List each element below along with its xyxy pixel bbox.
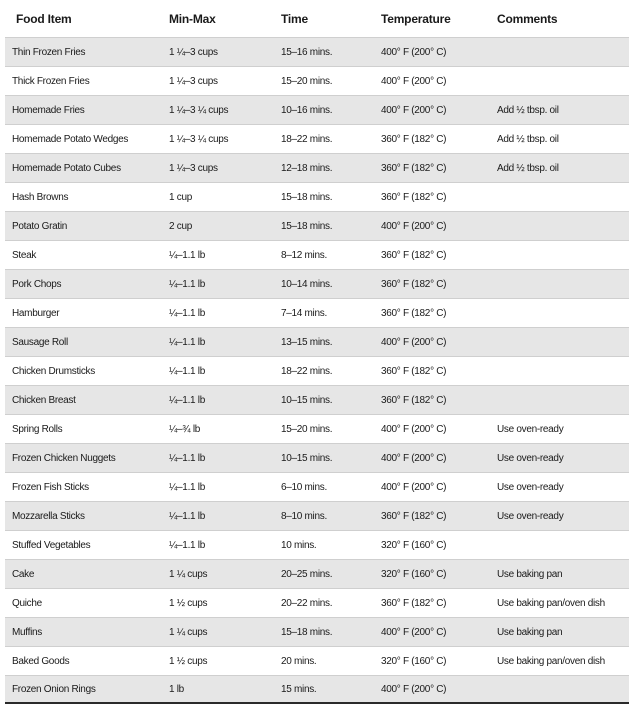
cell-temperature: 360° F (182° C)	[381, 278, 447, 290]
cell-time: 6–10 mins.	[281, 481, 327, 493]
cell-food-item: Frozen Chicken Nuggets	[12, 452, 116, 464]
cell-time: 10–15 mins.	[281, 452, 333, 464]
cell-min-max: 1 ¼ cups	[169, 626, 208, 638]
cell-min-max: ¼–1.1 lb	[169, 452, 205, 464]
cell-temperature: 400° F (200° C)	[381, 423, 447, 435]
table-row	[5, 153, 629, 182]
cell-comments: Use baking pan	[497, 626, 563, 638]
cell-food-item: Frozen Onion Rings	[12, 683, 96, 695]
cell-temperature: 320° F (160° C)	[381, 539, 447, 551]
cell-temperature: 400° F (200° C)	[381, 220, 447, 232]
cell-min-max: ¼–1.1 lb	[169, 249, 205, 261]
cell-min-max: 1 ½ cups	[169, 597, 208, 609]
cooking-table	[5, 0, 629, 704]
cell-food-item: Cake	[12, 568, 35, 580]
cell-time: 15 mins.	[281, 683, 317, 695]
cell-food-item: Hash Browns	[12, 191, 69, 203]
cell-comments: Use oven-ready	[497, 452, 564, 464]
header-min-max: Min-Max	[169, 11, 216, 26]
cell-comments: Use baking pan/oven dish	[497, 597, 605, 609]
cell-min-max: 1 cup	[169, 191, 192, 203]
cell-time: 15–16 mins.	[281, 46, 333, 58]
cell-time: 20 mins.	[281, 655, 317, 667]
cell-time: 15–18 mins.	[281, 220, 333, 232]
table-row	[5, 443, 629, 472]
cell-food-item: Homemade Fries	[12, 104, 85, 116]
cell-food-item: Thin Frozen Fries	[12, 46, 86, 58]
cell-min-max: ¼–1.1 lb	[169, 307, 205, 319]
cell-temperature: 360° F (182° C)	[381, 597, 447, 609]
cell-time: 20–25 mins.	[281, 568, 333, 580]
cell-food-item: Homemade Potato Cubes	[12, 162, 121, 174]
cell-time: 15–20 mins.	[281, 423, 333, 435]
cell-temperature: 400° F (200° C)	[381, 104, 447, 116]
cell-min-max: ¼–1.1 lb	[169, 278, 205, 290]
table-row	[5, 327, 629, 356]
cell-min-max: 1 ¼–3 ¼ cups	[169, 133, 229, 145]
cell-time: 18–22 mins.	[281, 365, 333, 377]
table-row	[5, 298, 629, 327]
cell-time: 7–14 mins.	[281, 307, 327, 319]
cell-food-item: Stuffed Vegetables	[12, 539, 91, 551]
cell-min-max: ¼–1.1 lb	[169, 365, 205, 377]
cell-comments: Use baking pan/oven dish	[497, 655, 605, 667]
table-row	[5, 617, 629, 646]
cell-temperature: 400° F (200° C)	[381, 452, 447, 464]
cell-temperature: 320° F (160° C)	[381, 568, 447, 580]
cell-min-max: ¼–¾ lb	[169, 423, 201, 435]
cell-food-item: Hamburger	[12, 307, 60, 319]
table-row	[5, 356, 629, 385]
table-row	[5, 385, 629, 414]
table-row	[5, 588, 629, 617]
cell-temperature: 400° F (200° C)	[381, 481, 447, 493]
cell-temperature: 400° F (200° C)	[381, 46, 447, 58]
cell-comments: Use oven-ready	[497, 510, 564, 522]
table-row	[5, 675, 629, 704]
table-row	[5, 646, 629, 675]
cell-time: 12–18 mins.	[281, 162, 333, 174]
cell-time: 8–10 mins.	[281, 510, 327, 522]
cell-food-item: Muffins	[12, 626, 42, 638]
cell-time: 10–16 mins.	[281, 104, 333, 116]
cell-time: 10–14 mins.	[281, 278, 333, 290]
cell-comments: Add ½ tbsp. oil	[497, 133, 559, 145]
table-row	[5, 211, 629, 240]
cell-temperature: 400° F (200° C)	[381, 336, 447, 348]
cell-time: 18–22 mins.	[281, 133, 333, 145]
table-row	[5, 182, 629, 211]
table-row	[5, 240, 629, 269]
cell-min-max: 1 ¼–3 ¼ cups	[169, 104, 229, 116]
cell-temperature: 360° F (182° C)	[381, 162, 447, 174]
cell-temperature: 360° F (182° C)	[381, 191, 447, 203]
header-temperature: Temperature	[381, 11, 451, 26]
cell-temperature: 360° F (182° C)	[381, 249, 447, 261]
cell-food-item: Thick Frozen Fries	[12, 75, 90, 87]
cell-temperature: 400° F (200° C)	[381, 683, 447, 695]
table-row	[5, 559, 629, 588]
table-row	[5, 37, 629, 66]
cell-min-max: 1 ¼–3 cups	[169, 75, 218, 87]
cell-food-item: Pork Chops	[12, 278, 62, 290]
cell-food-item: Sausage Roll	[12, 336, 68, 348]
cell-temperature: 360° F (182° C)	[381, 394, 447, 406]
cell-min-max: 1 ¼–3 cups	[169, 46, 218, 58]
cell-min-max: ¼–1.1 lb	[169, 336, 205, 348]
cell-min-max: ¼–1.1 lb	[169, 539, 205, 551]
cell-food-item: Chicken Drumsticks	[12, 365, 95, 377]
table-row	[5, 472, 629, 501]
header-comments: Comments	[497, 11, 558, 26]
header-food-item: Food Item	[16, 11, 72, 26]
cell-temperature: 360° F (182° C)	[381, 133, 447, 145]
cell-food-item: Potato Gratin	[12, 220, 68, 232]
cell-time: 20–22 mins.	[281, 597, 333, 609]
table-row	[5, 66, 629, 95]
table-row	[5, 501, 629, 530]
header-time: Time	[281, 11, 308, 26]
cell-food-item: Frozen Fish Sticks	[12, 481, 89, 493]
cell-food-item: Mozzarella Sticks	[12, 510, 85, 522]
table-row	[5, 530, 629, 559]
cell-comments: Add ½ tbsp. oil	[497, 104, 559, 116]
cell-min-max: ¼–1.1 lb	[169, 394, 205, 406]
cell-food-item: Chicken Breast	[12, 394, 76, 406]
cell-temperature: 360° F (182° C)	[381, 510, 447, 522]
table-row	[5, 124, 629, 153]
cell-food-item: Baked Goods	[12, 655, 70, 667]
cell-time: 15–18 mins.	[281, 626, 333, 638]
table-row	[5, 95, 629, 124]
cell-min-max: 1 lb	[169, 683, 184, 695]
cell-min-max: ¼–1.1 lb	[169, 481, 205, 493]
cell-food-item: Spring Rolls	[12, 423, 63, 435]
cell-time: 8–12 mins.	[281, 249, 327, 261]
cell-temperature: 360° F (182° C)	[381, 307, 447, 319]
cell-comments: Use oven-ready	[497, 481, 564, 493]
table-header	[5, 0, 629, 37]
cell-comments: Use oven-ready	[497, 423, 564, 435]
cell-temperature: 400° F (200° C)	[381, 626, 447, 638]
cell-temperature: 400° F (200° C)	[381, 75, 447, 87]
cell-time: 15–20 mins.	[281, 75, 333, 87]
cell-food-item: Steak	[12, 249, 37, 261]
cell-time: 10 mins.	[281, 539, 317, 551]
cell-temperature: 320° F (160° C)	[381, 655, 447, 667]
cell-food-item: Quiche	[12, 597, 42, 609]
table-row	[5, 269, 629, 298]
cell-min-max: 1 ½ cups	[169, 655, 208, 667]
cell-food-item: Homemade Potato Wedges	[12, 133, 129, 145]
cell-min-max: 2 cup	[169, 220, 192, 232]
cell-min-max: ¼–1.1 lb	[169, 510, 205, 522]
cell-time: 15–18 mins.	[281, 191, 333, 203]
cell-comments: Add ½ tbsp. oil	[497, 162, 559, 174]
cell-min-max: 1 ¼ cups	[169, 568, 208, 580]
cell-time: 13–15 mins.	[281, 336, 333, 348]
cell-comments: Use baking pan	[497, 568, 563, 580]
cell-min-max: 1 ¼–3 cups	[169, 162, 218, 174]
cell-time: 10–15 mins.	[281, 394, 333, 406]
table-body	[5, 37, 629, 704]
table-row	[5, 414, 629, 443]
cell-temperature: 360° F (182° C)	[381, 365, 447, 377]
